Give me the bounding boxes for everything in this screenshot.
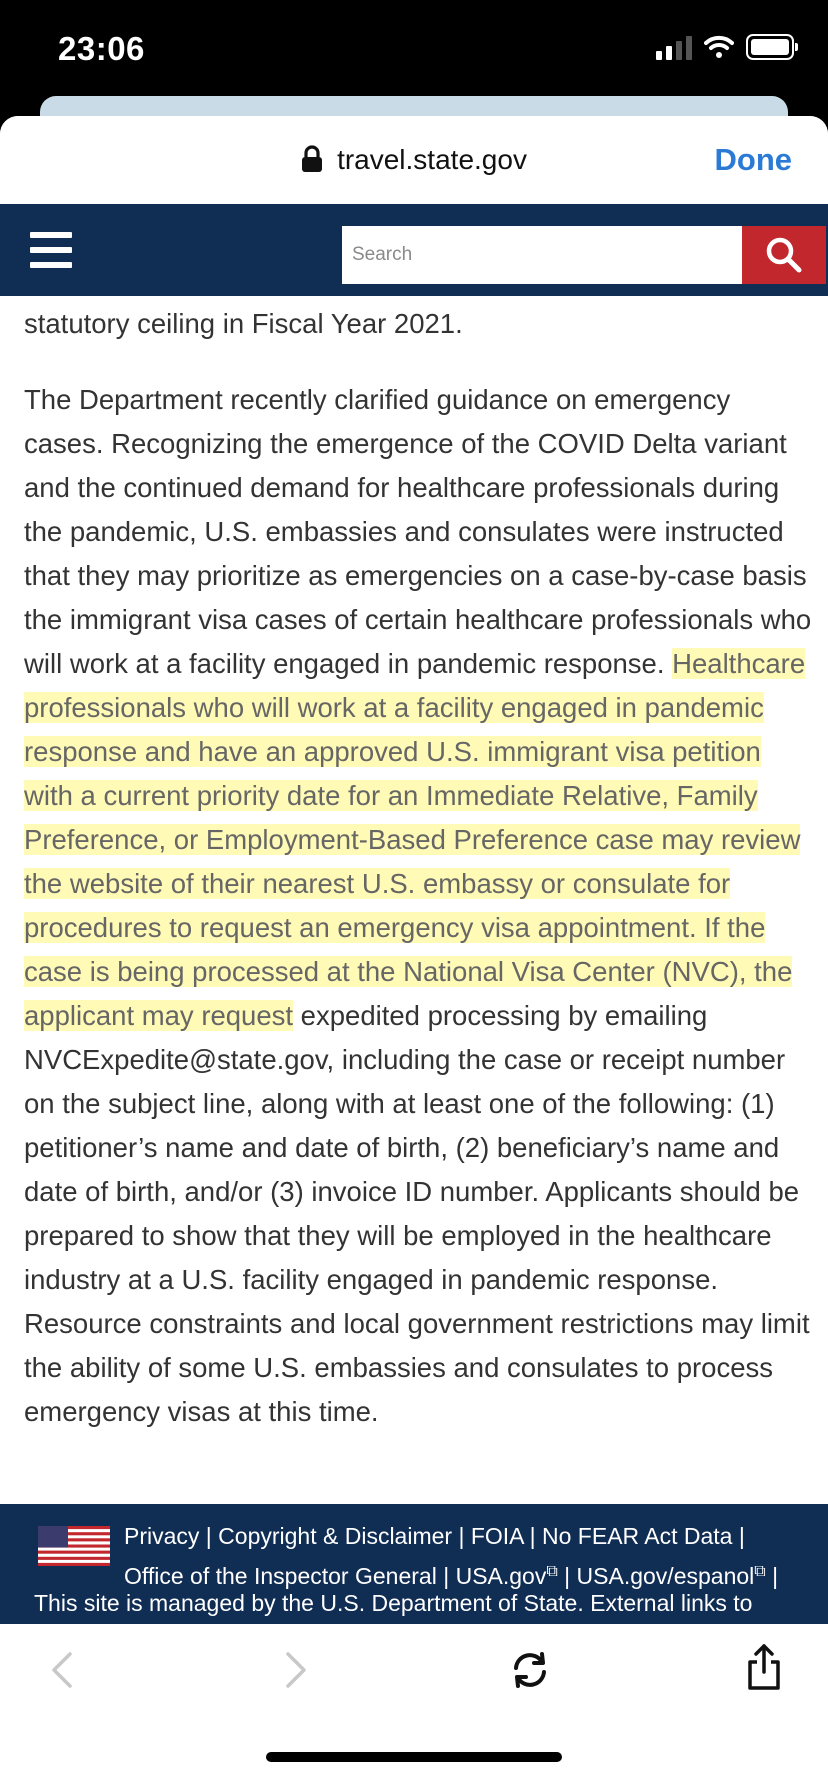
search-input[interactable]: [342, 226, 742, 284]
paragraph-text: The Department recently clarified guidance on emergency cases. Recognizing the emergence of the COVID Delta variant and the continued demand for healthcare professionals during the pandemic, U.S. embassies and consulates were instructed that they may prioritize as emergencies on a case-by-case basis the immigrant visa cases of certain healthcare professionals who will work at a facility engaged in pandemic response.: [24, 384, 812, 679]
usagov-espanol-link[interactable]: USA.gov/espanol: [576, 1563, 755, 1589]
browser-sheet: [0, 116, 828, 1792]
reload-icon[interactable]: [508, 1648, 552, 1692]
copyright-link[interactable]: Copyright & Disclaimer: [218, 1523, 453, 1549]
foia-link[interactable]: FOIA: [470, 1523, 524, 1549]
status-time: 23:06: [58, 30, 145, 67]
separator: |: [765, 1563, 779, 1589]
search-button[interactable]: [742, 226, 826, 284]
us-flag-icon: [38, 1526, 110, 1566]
cellular-signal-icon: [656, 34, 692, 60]
site-footer: [0, 1504, 828, 1624]
browser-toolbar: [0, 1624, 828, 1792]
separator: |: [557, 1563, 577, 1589]
lock-icon: [301, 145, 323, 173]
article-paragraph: statutory ceiling in Fiscal Year 2021.: [24, 308, 463, 339]
no-fear-link[interactable]: No FEAR Act Data: [542, 1523, 733, 1549]
wifi-icon: [704, 35, 734, 59]
footer-links: [124, 1518, 778, 1594]
article-paragraph: [24, 378, 814, 1434]
usagov-link[interactable]: USA.gov: [455, 1563, 547, 1589]
managed-by-text: This site is managed by the U.S. Department of State. External links to: [34, 1590, 753, 1616]
separator: |: [732, 1523, 745, 1549]
privacy-link[interactable]: Privacy: [124, 1523, 200, 1549]
back-icon[interactable]: [48, 1650, 76, 1690]
battery-icon: [746, 34, 794, 60]
separator: |: [199, 1523, 219, 1549]
inspector-general-link[interactable]: Office of the Inspector General: [124, 1563, 437, 1589]
status-bar: [0, 0, 828, 104]
url-display: [0, 144, 828, 176]
paragraph-text: expedited processing by emailing NVCExpedite@state.gov, including the case or receipt number on the subject line, along with at least one of the following: (1) petitioner’s name and date of birth, (2) beneficiary’s name and date of birth, and/or (3) invoice ID number. Applicants should be prepared to show that they will be employed in the healthcare industry at a U.S. facility engaged in pandemic response. Resource constraints and local government restrictions may limit the ability of some U.S. embassies and consulates to process emergency visas at this time.: [24, 1000, 810, 1427]
search-icon: [765, 236, 803, 274]
status-icons: [656, 34, 794, 60]
site-header: [0, 204, 828, 296]
share-icon[interactable]: [744, 1642, 784, 1692]
url-bar: [0, 116, 828, 204]
menu-icon[interactable]: [30, 232, 72, 268]
forward-icon[interactable]: [282, 1650, 310, 1690]
external-link-icon: ⧉: [754, 1563, 766, 1580]
external-link-icon: ⧉: [546, 1563, 558, 1580]
done-button[interactable]: Done: [714, 142, 792, 177]
separator: |: [436, 1563, 456, 1589]
home-indicator[interactable]: [266, 1752, 562, 1762]
url-text: travel.state.gov: [337, 144, 527, 175]
highlighted-text: Healthcare professionals who will work at a facility engaged in pandemic response and have an approved U.S. immigrant visa petition with a current priority date for an Immediate Relative, Family Preference, or Employment-Based Preference case may review the website of their nearest U.S. embassy or consulate for procedures to request an emergency visa appointment. If the case is being processed at the National Visa Center (NVC), the applicant may request: [24, 648, 806, 1031]
separator: |: [523, 1523, 543, 1549]
separator: |: [452, 1523, 471, 1549]
article-body: [24, 302, 814, 1434]
